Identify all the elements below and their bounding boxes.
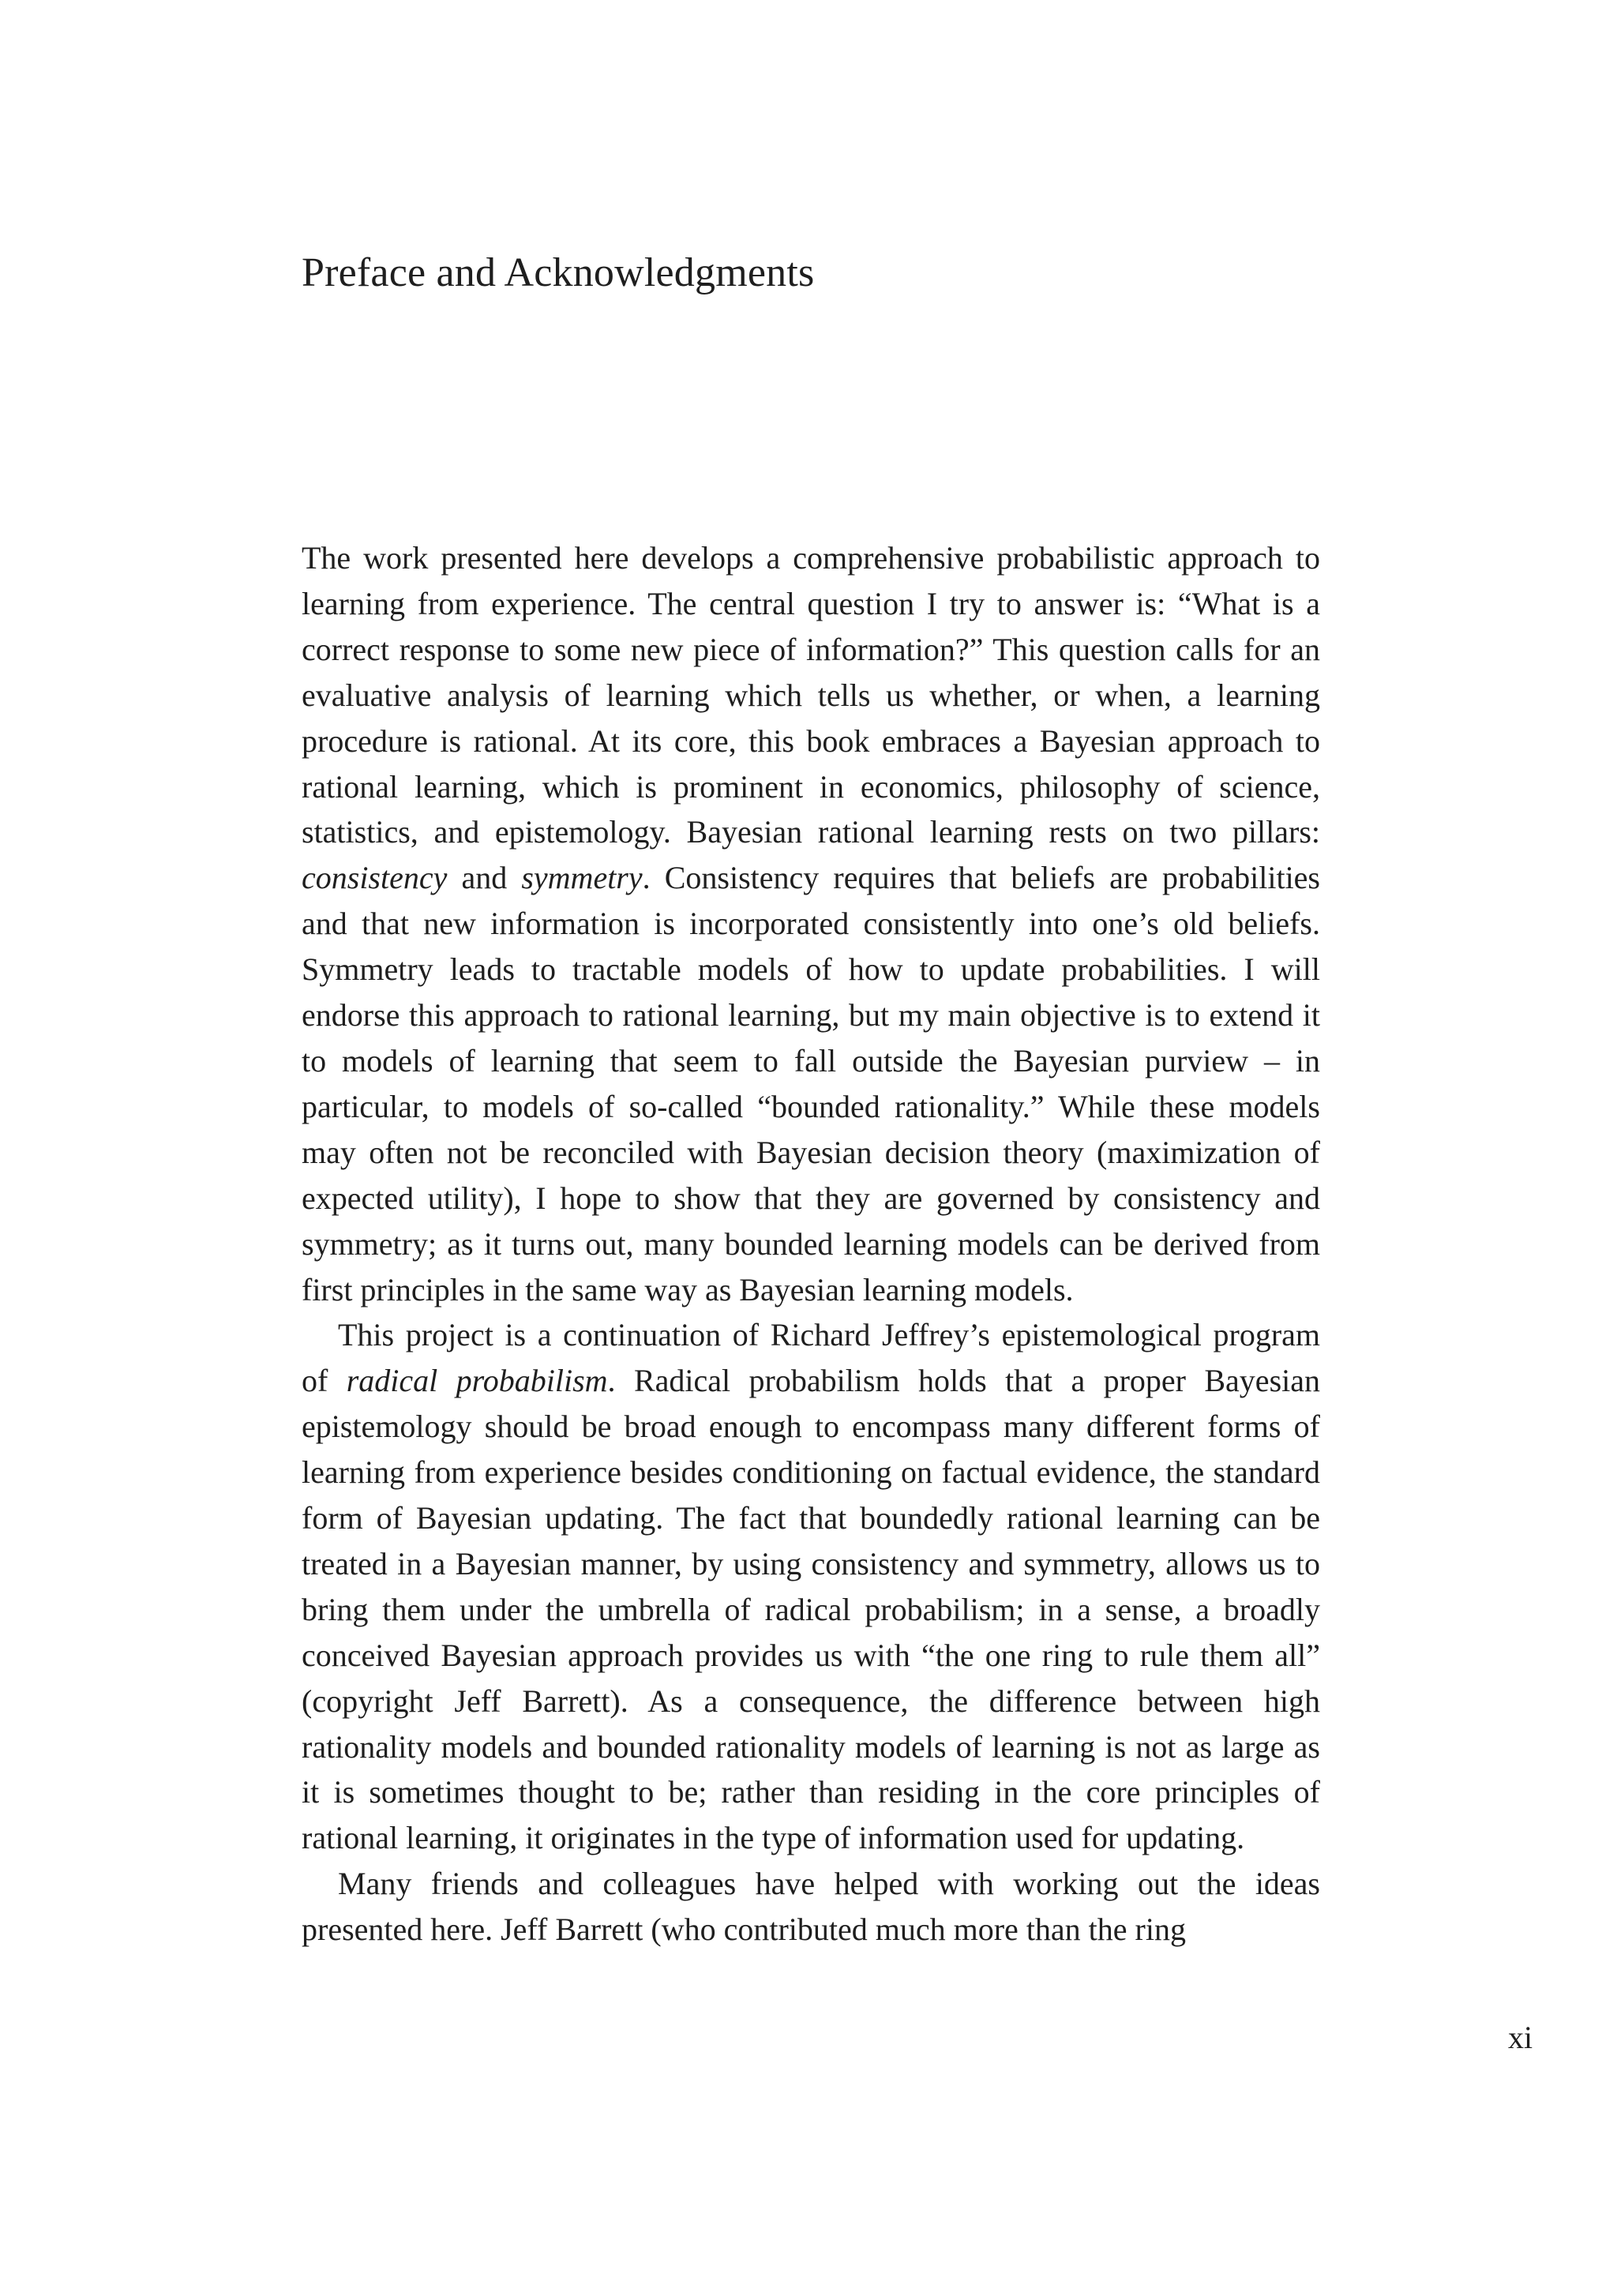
paragraph-1-text-b: and (447, 860, 522, 896)
paragraph-1 (302, 535, 1320, 1312)
paragraph-3 (302, 1861, 1320, 1953)
term-radical-probabilism: radical probabilism (346, 1363, 608, 1399)
paragraph-2-text-a: This project is a continuation of Richard Jeffrey’s epistemological program of (302, 1317, 1320, 1399)
term-symmetry: symmetry (521, 860, 643, 896)
term-consistency: consistency (302, 860, 448, 896)
page-number: xi (1508, 2020, 1533, 2055)
paragraph-2-text-b: . Radical probabilism holds that a proper Bayesian epistemology should be broad enough to encompass many different forms of learning from experience besides conditioning on factual evidence, the standard form of Bayesian updating. The fact that boundedly rational learning can be treated in a Bayesian manner, by using consistency and symmetry, allows us to bring them under the umbrella of radical probabilism; in a sense, a broadly conceived Bayesian approach provides us with “the one ring to rule them all” (copyright Jeff Barrett). As a consequence, the difference between high rationality models and bounded rationality models of learning is not as large as it is sometimes thought to be; rather than residing in the core principles of rational learning, it originates in the type of information used for updating. (302, 1363, 1320, 1856)
page-title: Preface and Acknowledgments (302, 250, 815, 295)
paragraph-2 (302, 1312, 1320, 1861)
paragraph-1-text-a: The work presented here develops a comprehensive probabilistic approach to learning from experience. The central question I try to answer is: “What is a correct response to some new piece of information?” This question calls for an evaluative analysis of learning which tells us whether, or when, a learning procedure is rational. At its core, this book embraces a Bayesian approach to rational learning, which is prominent in economics, philosophy of science, statistics, and epistemology. Bayesian rational learning rests on two pillars: (302, 540, 1320, 850)
body-text (302, 535, 1320, 1953)
paragraph-3-text-a: Many friends and colleagues have helped with working out the ideas presented here. Jeff Barrett (who contributed much more than the ring (302, 1866, 1320, 1948)
paragraph-1-text-c: . Consistency requires that beliefs are probabilities and that new information is incorporated consistently into one’s old beliefs. Symmetry leads to tractable models of how to update probabilities. I will endorse this approach to rational learning, but my main objective is to extend it to models of learning that seem to fall outside the Bayesian purview – in particular, to models of so-called “bounded rationality.” While these models may often not be reconciled with Bayesian decision theory (maximization of expected utility), I hope to show that they are governed by consistency and symmetry; as it turns out, many bounded learning models can be derived from first principles in the same way as Bayesian learning models. (302, 860, 1320, 1307)
